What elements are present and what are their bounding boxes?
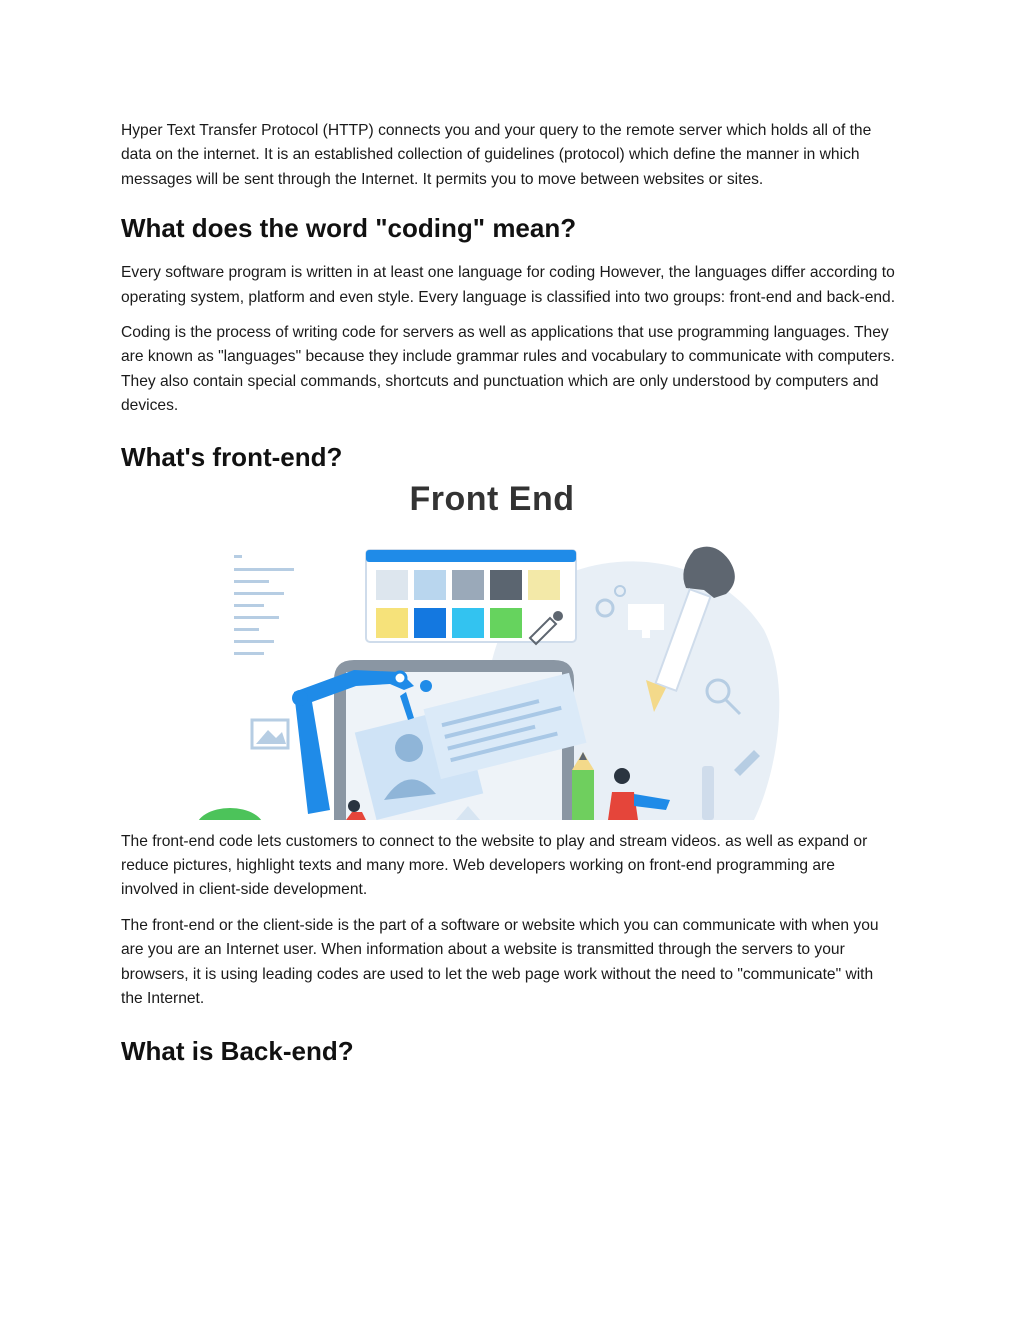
heading-coding: What does the word "coding" mean? — [121, 213, 577, 244]
paragraph-front-end-features: The front-end code lets customers to connect to the website to play and stream videos. as well as expand or reduce pictures, highlight texts and many more. Web developers working on front-end programming are involved in client-side development. — [121, 832, 868, 899]
green-shape — [196, 808, 264, 820]
palette-icon — [366, 550, 576, 642]
figure-title: Front End — [409, 479, 575, 518]
scroll-bar-shape — [702, 766, 714, 820]
front-end-illustration — [194, 480, 790, 820]
heading-back-end: What is Back-end? — [121, 1035, 354, 1066]
paragraph-coding-definition: Coding is the process of writing code for servers as well as applications that use programming languages. They are known as "languages" because they include grammar rules and vocabulary to communicate with computers. They also contain special commands, shortcuts and punctuation which are only understood by computers and devices. — [121, 324, 895, 415]
illustration-artwork — [194, 480, 790, 820]
paragraph-front-end-client-side: The front-end or the client-side is the part of a software or website which you can communicate with when you are you are an Internet user. When information about a website is transmitted through the servers to your browsers, it is using leading codes are used to let the web page work without the need to "communicate" with the Internet. — [121, 916, 879, 1008]
paragraph-http-intro: Hyper Text Transfer Protocol (HTTP) connects you and your query to the remote server which holds all of the data on the internet. It is an established collection of guidelines (protocol) which define the manner in which messages will be sent through the Internet. It permits you to move between websites or sites. — [121, 122, 872, 188]
image-icon — [252, 720, 288, 748]
document-page — [121, 119, 896, 1068]
code-lines — [234, 555, 294, 655]
paragraph-coding-languages: Every software program is written in at least one language for coding However, the languages differ according to operating system, platform and even style. Every language is classified into two groups: front-end and back-end. — [121, 264, 896, 306]
person-head-small — [348, 800, 360, 812]
heading-front-end: What's front-end? — [121, 441, 343, 472]
